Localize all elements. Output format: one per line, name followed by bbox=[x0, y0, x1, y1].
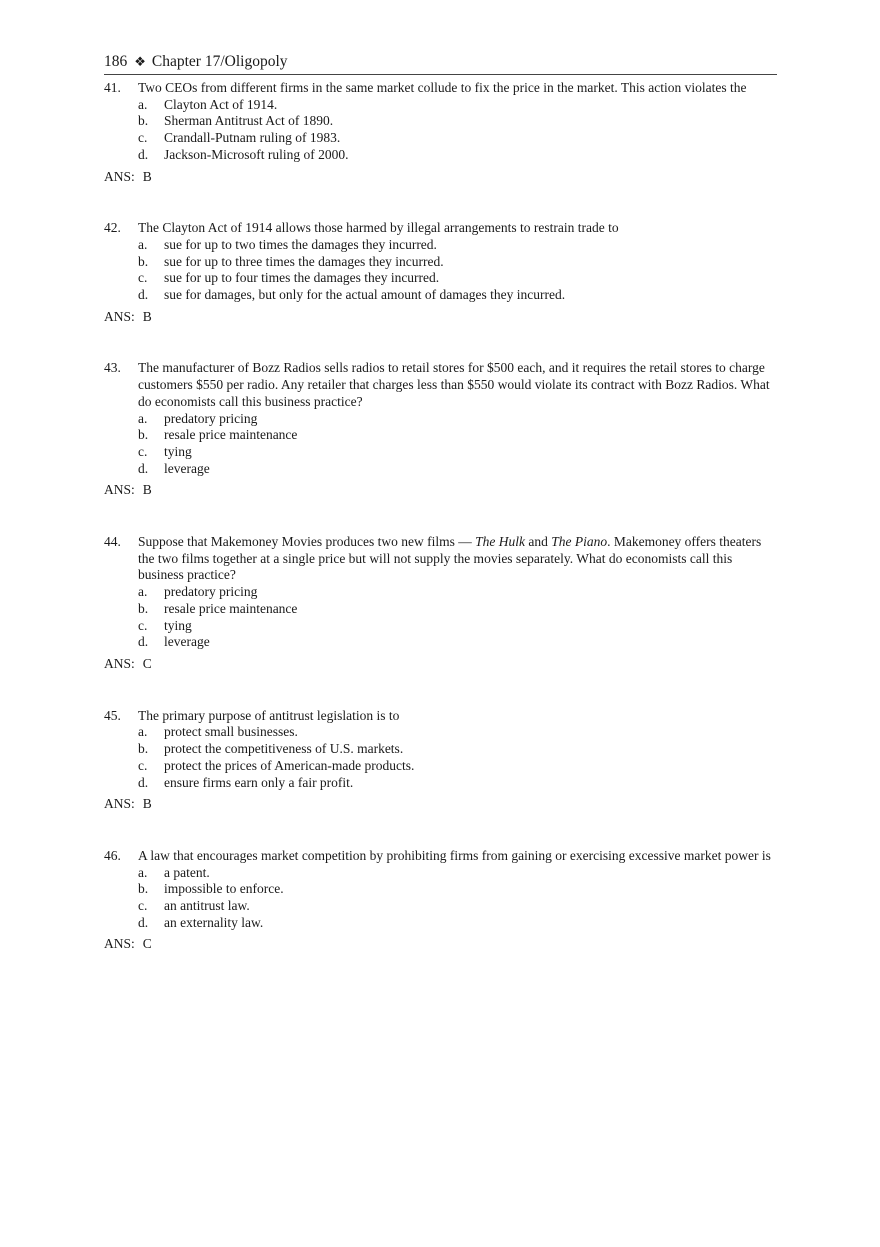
choice-text: resale price maintenance bbox=[164, 600, 298, 616]
answer-choices bbox=[104, 584, 777, 651]
choice-text: protect the prices of American-made products. bbox=[164, 757, 415, 773]
answer-line bbox=[104, 936, 777, 953]
choice-text: Jackson-Microsoft ruling of 2000. bbox=[164, 146, 349, 162]
choice-letter: c. bbox=[138, 270, 148, 286]
choice-text: sue for up to three times the damages they incurred. bbox=[164, 253, 444, 269]
choice-letter: b. bbox=[138, 741, 149, 757]
answer-line bbox=[104, 656, 777, 673]
question-44 bbox=[104, 534, 777, 673]
choice-letter: d. bbox=[138, 287, 149, 303]
answer-choices bbox=[104, 237, 777, 304]
choice-letter: d. bbox=[138, 146, 149, 162]
choice-text: predatory pricing bbox=[164, 410, 258, 426]
choice-a bbox=[104, 237, 777, 254]
choice-letter: b. bbox=[138, 427, 149, 443]
question-stem: The primary purpose of antitrust legislation is to bbox=[138, 707, 400, 723]
choice-a bbox=[104, 724, 777, 741]
question-46 bbox=[104, 848, 777, 953]
choice-b bbox=[104, 113, 777, 130]
choice-text: sue for damages, but only for the actual amount of damages they incurred. bbox=[164, 287, 566, 303]
film-title: The Piano bbox=[551, 534, 608, 550]
choice-d bbox=[104, 461, 777, 478]
choice-text: impossible to enforce. bbox=[164, 881, 284, 897]
diamond-separator-icon: ❖ bbox=[134, 55, 146, 70]
choice-text: protect small businesses. bbox=[164, 724, 298, 740]
question-41 bbox=[104, 80, 777, 185]
choice-letter: a. bbox=[138, 584, 148, 600]
question-45 bbox=[104, 708, 777, 813]
choice-letter: d. bbox=[138, 914, 149, 930]
answer-line bbox=[104, 309, 777, 326]
answer-label: ANS: bbox=[104, 482, 135, 498]
stem-text: . Makemoney offers theaters the two films together at a single price but will not supply the movies separately. What do economists call this business practice? bbox=[138, 534, 762, 583]
answer-value: C bbox=[142, 936, 152, 952]
choice-b bbox=[104, 601, 777, 618]
choice-c bbox=[104, 898, 777, 915]
choice-letter: b. bbox=[138, 113, 149, 129]
choice-text: sue for up to two times the damages they incurred. bbox=[164, 236, 437, 252]
stem-text: Suppose that Makemoney Movies produces two new films — bbox=[138, 534, 476, 550]
choice-text: Sherman Antitrust Act of 1890. bbox=[164, 113, 334, 129]
answer-line bbox=[104, 482, 777, 499]
question-number: 41. bbox=[104, 80, 121, 95]
choice-d bbox=[104, 915, 777, 932]
choice-letter: c. bbox=[138, 443, 148, 459]
answer-line bbox=[104, 796, 777, 813]
choice-text: an externality law. bbox=[164, 914, 264, 930]
question-number: 43. bbox=[104, 360, 121, 376]
question-42 bbox=[104, 220, 777, 325]
film-title: The Hulk bbox=[475, 534, 525, 550]
answer-choices bbox=[104, 97, 777, 164]
choice-letter: b. bbox=[138, 600, 149, 616]
choice-d bbox=[104, 634, 777, 651]
question-number: 45. bbox=[104, 707, 121, 723]
choice-d bbox=[104, 147, 777, 164]
choice-letter: d. bbox=[138, 460, 149, 476]
choice-a bbox=[104, 865, 777, 882]
question-43 bbox=[104, 360, 777, 499]
chapter-title: Chapter 17/Oligopoly bbox=[151, 53, 288, 70]
choice-a bbox=[104, 584, 777, 601]
answer-label: ANS: bbox=[104, 796, 135, 812]
answer-label: ANS: bbox=[104, 655, 135, 671]
choice-b bbox=[104, 254, 777, 271]
choice-b bbox=[104, 741, 777, 758]
choice-text: sue for up to four times the damages they incurred. bbox=[164, 270, 440, 286]
answer-value: B bbox=[142, 796, 152, 812]
choice-a bbox=[104, 97, 777, 114]
choice-b bbox=[104, 881, 777, 898]
choice-letter: c. bbox=[138, 617, 148, 633]
question-number: 44. bbox=[104, 534, 121, 550]
question-stem bbox=[138, 534, 777, 584]
answer-line bbox=[104, 169, 777, 186]
choice-letter: c. bbox=[138, 757, 148, 773]
choice-text: Clayton Act of 1914. bbox=[164, 96, 278, 112]
choice-c bbox=[104, 130, 777, 147]
choice-text: protect the competitiveness of U.S. markets. bbox=[164, 741, 404, 757]
choice-a bbox=[104, 411, 777, 428]
choice-d bbox=[104, 775, 777, 792]
choice-text: leverage bbox=[164, 634, 210, 650]
question-stem: A law that encourages market competition by prohibiting firms from gaining or exercising excessive market power is bbox=[138, 847, 771, 863]
choice-text: resale price maintenance bbox=[164, 427, 298, 443]
answer-value: C bbox=[142, 655, 152, 671]
answer-choices bbox=[104, 865, 777, 932]
answer-label: ANS: bbox=[104, 936, 135, 952]
choice-c bbox=[104, 618, 777, 635]
choice-d bbox=[104, 287, 777, 304]
answer-value: B bbox=[142, 482, 152, 498]
choice-text: tying bbox=[164, 443, 192, 459]
page-number: 186 bbox=[104, 53, 128, 70]
answer-label: ANS: bbox=[104, 168, 135, 184]
choice-letter: b. bbox=[138, 881, 149, 897]
question-stem: The Clayton Act of 1914 allows those harmed by illegal arrangements to restrain trade to bbox=[138, 220, 619, 236]
answer-choices bbox=[104, 724, 777, 791]
question-number: 42. bbox=[104, 220, 121, 236]
choice-letter: a. bbox=[138, 410, 148, 426]
answer-value: B bbox=[142, 308, 152, 324]
choice-letter: a. bbox=[138, 236, 148, 252]
question-stem: Two CEOs from different firms in the same market collude to fix the price in the market. This action violates the bbox=[138, 80, 747, 95]
document-page bbox=[104, 52, 777, 953]
page-header bbox=[104, 52, 777, 75]
choice-letter: c. bbox=[138, 898, 148, 914]
choice-text: leverage bbox=[164, 460, 210, 476]
choice-letter: a. bbox=[138, 96, 148, 112]
stem-text: and bbox=[524, 534, 552, 550]
choice-letter: c. bbox=[138, 130, 148, 146]
answer-choices bbox=[104, 411, 777, 478]
choice-text: a patent. bbox=[164, 864, 210, 880]
choice-text: predatory pricing bbox=[164, 584, 258, 600]
choice-letter: a. bbox=[138, 864, 148, 880]
choice-c bbox=[104, 270, 777, 287]
choice-letter: d. bbox=[138, 634, 149, 650]
choice-text: an antitrust law. bbox=[164, 898, 250, 914]
choice-letter: a. bbox=[138, 724, 148, 740]
choice-letter: d. bbox=[138, 774, 149, 790]
choice-c bbox=[104, 444, 777, 461]
choice-text: Crandall-Putnam ruling of 1983. bbox=[164, 130, 341, 146]
choice-text: ensure firms earn only a fair profit. bbox=[164, 774, 354, 790]
choice-text: tying bbox=[164, 617, 192, 633]
choice-letter: b. bbox=[138, 253, 149, 269]
answer-value: B bbox=[142, 168, 152, 184]
choice-b bbox=[104, 427, 777, 444]
choice-c bbox=[104, 758, 777, 775]
question-number: 46. bbox=[104, 847, 121, 863]
answer-label: ANS: bbox=[104, 308, 135, 324]
question-stem: The manufacturer of Bozz Radios sells radios to retail stores for $500 each, and it requires the retail stores to charge customers $550 per radio. Any retailer that charges less than $550 would violate its contract with Bozz Radios. What do economists call this business practice? bbox=[138, 360, 770, 409]
